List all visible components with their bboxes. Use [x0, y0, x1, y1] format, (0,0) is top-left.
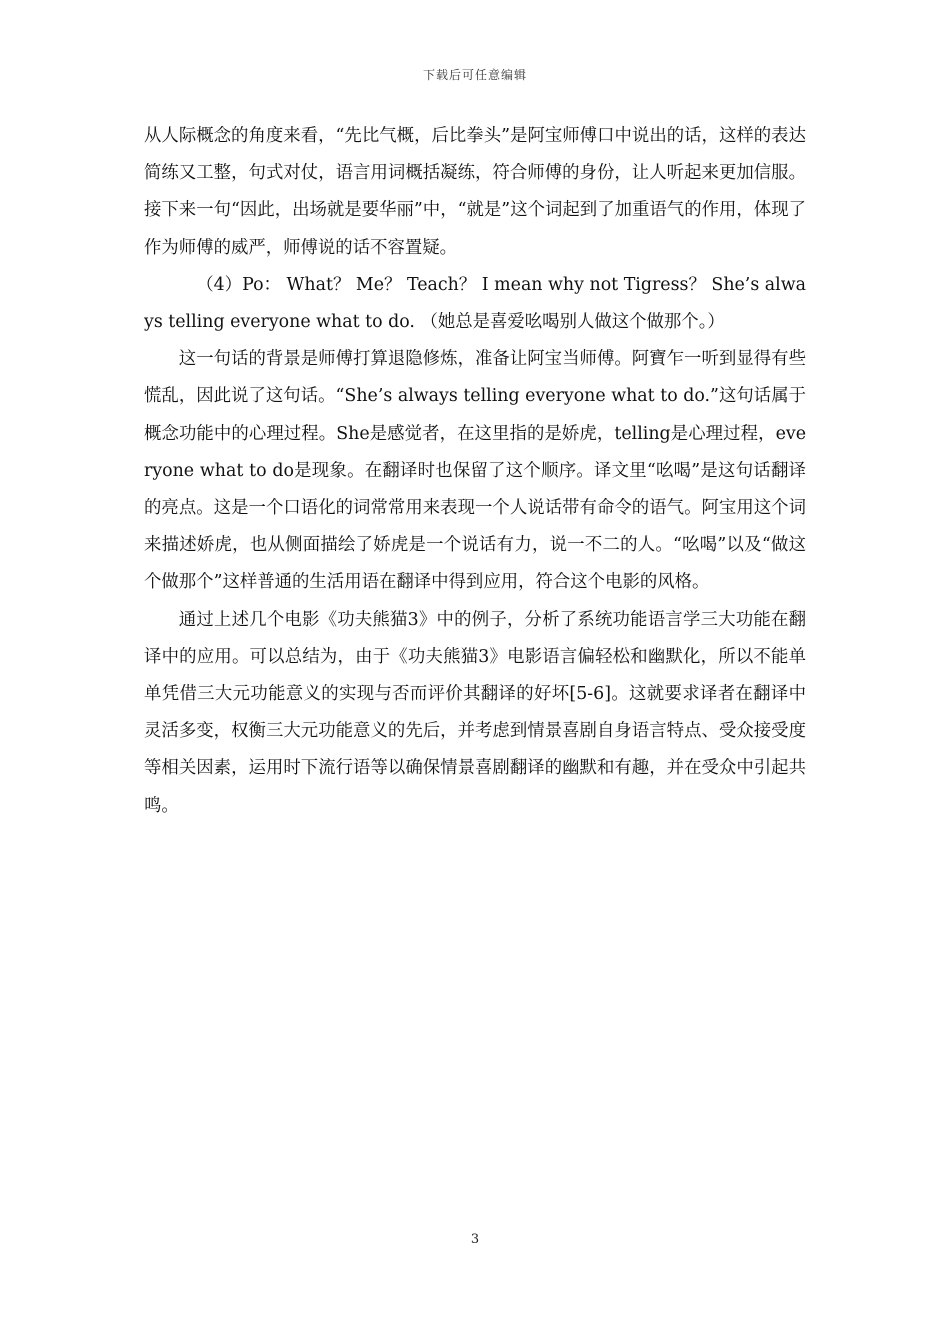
paragraph-example-4-analysis: 这一句话的背景是师傅打算退隐修炼，准备让阿宝当师傅。阿寶乍一听到显得有些慌乱，因此说了这句话。“She’s always telling everyone what to do.”这句话属于概念功能中的心理过程。She是感觉者，在这里指的是娇虎，telling是心理过程，everyone what to do是现象。在翻译时也保留了这个顺序。译文里“吆喝”是这句话翻译的亮点。这是一个口语化的词常常用来表现一个人说话带有命令的语气。阿宝用这个词来描述娇虎，也从侧面描绘了娇虎是一个说话有力，说一不二的人。“吆喝”以及“做这个做那个”这样普通的生活用语在翻译中得到应用，符合这个电影的风格。 [144, 349, 806, 593]
paragraph-conclusion: 通过上述几个电影《功夫熊猫3》中的例子，分析了系统功能语言学三大功能在翻译中的应用。可以总结为，由于《功夫熊猫3》电影语言偏轻松和幽默化，所以不能单单凭借三大元功能意义的实现与否而评价其翻译的好坏[5-6]。这就要求译者在翻译中灵活多变，权衡三大元功能意义的先后，并考虑到情景喜剧自身语言特点、受众接受度等相关因素，运用时下流行语等以确保情景喜剧翻译的幽默和有趣，并在受众中引起共鸣。 [144, 609, 806, 816]
page-header: 下载后可任意编辑 [422, 68, 527, 82]
body-text [144, 118, 806, 825]
paragraph-example-4: （4）Po： What？ Me？ Teach？ I mean why not Tigress？ She’s always telling everyone what to do. （她总是喜爱吆喝别人做这个做那个。） [144, 274, 806, 333]
page-number: 3 [470, 1232, 480, 1247]
paragraph-interpersonal-analysis: 从人际概念的角度来看，“先比气概，后比拳头”是阿宝师傅口中说出的话，这样的表达简练又工整，句式对仗，语言用词概括凝练，符合师傅的身份，让人听起来更加信服。接下来一句“因此，出场就是要华丽”中，“就是”这个词起到了加重语气的作用，体现了作为师傅的威严，师傅说的话不容置疑。 [144, 126, 806, 258]
